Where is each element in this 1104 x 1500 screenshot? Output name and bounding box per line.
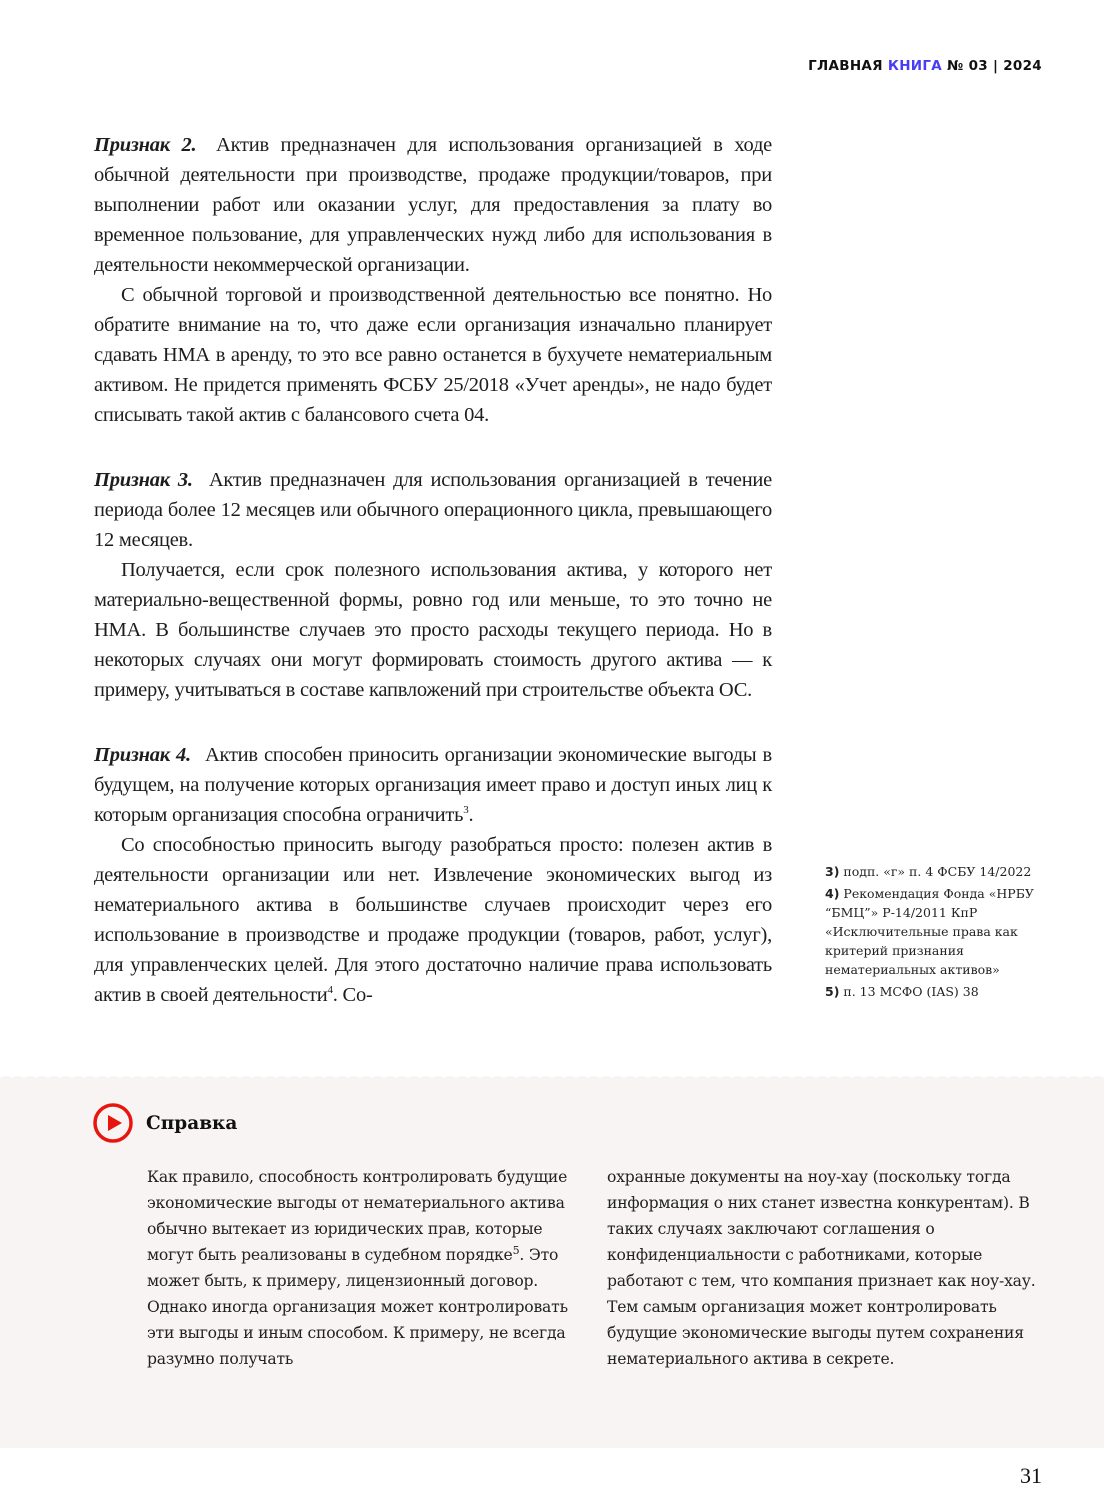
criterion-2-section (94, 130, 772, 430)
reference-column-right (607, 1164, 1047, 1372)
criterion-text: Актив предназначен для использования организацией в ходе обычной деятельности при производстве, продаже продукции/товаров, при выполнении работ или оказании услуг, для предоставления за плату во временное пользование, для управленческих нужд либо для использования в деятельности некоммерческой организации. (94, 134, 772, 276)
criterion-lead: Признак 3. (94, 469, 201, 491)
main-article-text (94, 130, 772, 1045)
body-text-end: . Со- (332, 984, 373, 1006)
wavy-edge-decoration (0, 1073, 1104, 1081)
reference-text: Как правило, способность контролировать будущие экономические выгоды от нематериального актива обычно вытекает из юридических прав, которые могут быть реализованы в судебном порядке (147, 1168, 568, 1264)
reference-title: Справка (146, 1112, 238, 1134)
body-paragraph (94, 830, 772, 1010)
reference-paragraph: охранные документы на ноу-хау (поскольку тогда информация о них станет известна конкурентам). В таких случаях заключают соглашения о конфиденциальности с работниками, которые работают с тем, что компания признает как ноу-хау. (607, 1168, 1036, 1290)
criterion-lead: Признак 2. (94, 134, 209, 156)
footnote-number: 4) (825, 886, 840, 901)
brand-name-part2: КНИГА (887, 58, 943, 74)
body-paragraph: С обычной торговой и производственной деятельностью все понятно. Но обратите внимание на то, что даже если организация изначально планирует сдавать НМА в аренду, то это все равно останется в бухучете нематериальным активом. Не придется применять ФСБУ 25/2018 «Учет аренды», не надо будет списывать такой актив с балансового счета 04. (94, 284, 772, 426)
criterion-3-section (94, 465, 772, 705)
footnote-ref-3[interactable]: 3 (463, 804, 469, 817)
issue-number: № 03 | 2024 (947, 58, 1042, 74)
body-text: Со способностью приносить выгоду разобраться просто: полезен актив в деятельности организации или нет. Извлечение экономических выгод из нематериального актива в большинстве случаев происходит через его использование в производстве и продаже продукции (товаров, работ, услуг), для управленческих целей. Для этого достаточно наличие права использовать актив в своей деятельности (94, 834, 772, 1006)
reference-paragraph: Тем самым организация может контролировать будущие экономические выгоды путем сохранения нематериального актива в секрете. (607, 1298, 1024, 1368)
criterion-paragraph (94, 465, 772, 555)
page-number: 31 (1020, 1463, 1042, 1488)
footnote-text: п. 13 МСФО (IAS) 38 (843, 984, 979, 999)
criterion-paragraph (94, 740, 772, 830)
footnotes (825, 862, 1065, 1004)
footnote-number: 3) (825, 864, 840, 879)
criterion-4-section (94, 740, 772, 1010)
reference-box (0, 1078, 1104, 1448)
magazine-header (808, 58, 1042, 74)
criterion-text: Актив предназначен для использования организацией в течение периода более 12 месяцев или обычного операционного цикла, превышающего 12 месяцев. (94, 469, 772, 551)
footnote-text: Рекомендация Фонда «НРБУ “БМЦ”» Р-14/2011 КпР «Исключительные права как критерий признания нематериальных активов» (825, 886, 1034, 977)
brand-name-part1: ГЛАВНАЯ (808, 58, 883, 74)
criterion-text: Актив способен приносить организации экономические выгоды в будущем, на получение которых организация имеет право и доступ иных лиц к которым организация способна ограничить (94, 744, 772, 826)
reference-heading (92, 1102, 237, 1144)
reference-text-end: . Это может быть, к примеру, лицензионный договор. Однако иногда организация может контролировать эти выгоды и иным способом. К примеру, не всегда разумно получать (147, 1246, 568, 1368)
reference-column-left (147, 1164, 587, 1372)
footnote-4 (825, 884, 1065, 979)
play-circle-icon (92, 1102, 134, 1144)
criterion-paragraph (94, 130, 772, 280)
body-paragraph: Получается, если срок полезного использования актива, у которого нет материально-вещественной формы, ровно год или меньше, то это точно не НМА. В большинстве случаев это просто расходы текущего периода. Но в некоторых случаях они могут формировать стоимость другого актива — к примеру, учитываться в составе капвложений при строительстве объекта ОС. (94, 559, 772, 701)
footnote-3 (825, 862, 1065, 881)
criterion-text-end: . (468, 804, 474, 826)
criterion-lead: Признак 4. (94, 744, 197, 766)
reference-paragraph (147, 1164, 587, 1372)
footnote-5 (825, 982, 1065, 1001)
footnote-number: 5) (825, 984, 840, 999)
footnote-ref-5[interactable]: 5 (512, 1243, 520, 1257)
footnote-ref-4[interactable]: 4 (327, 984, 333, 997)
footnote-text: подп. «г» п. 4 ФСБУ 14/2022 (843, 864, 1032, 879)
